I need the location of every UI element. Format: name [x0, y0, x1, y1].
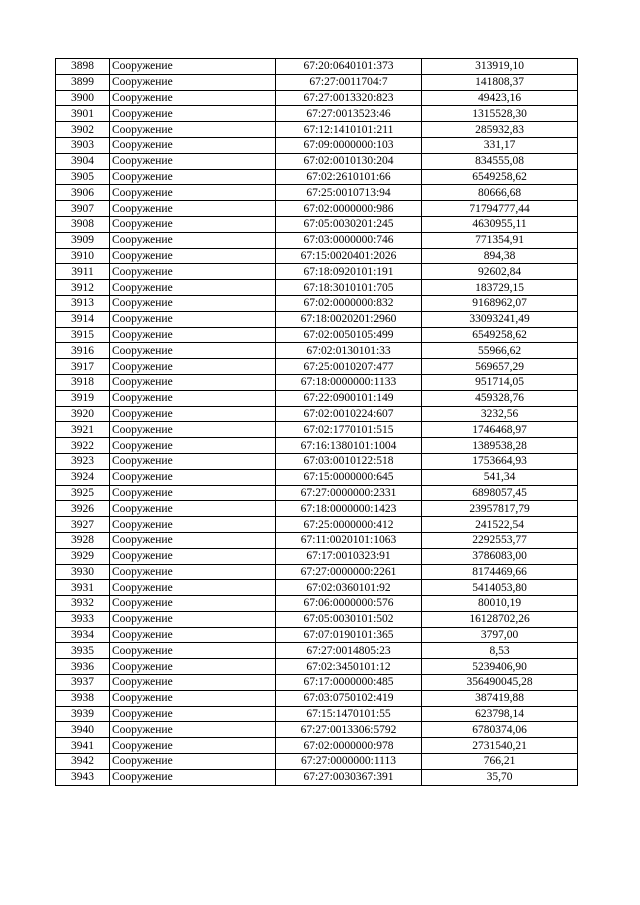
object-type-cell: Сооружение — [110, 675, 276, 691]
row-number-cell: 3904 — [56, 153, 110, 169]
cadastral-number-cell: 67:27:0013306:5792 — [276, 722, 422, 738]
row-number-cell: 3943 — [56, 769, 110, 785]
row-number-cell: 3917 — [56, 359, 110, 375]
cadastral-value-cell: 92602,84 — [422, 264, 578, 280]
cadastral-value-cell: 5414053,80 — [422, 580, 578, 596]
cadastral-value-cell: 80666,68 — [422, 185, 578, 201]
table-row — [56, 185, 578, 201]
row-number-cell: 3926 — [56, 501, 110, 517]
cadastral-value-cell: 771354,91 — [422, 232, 578, 248]
table-row — [56, 216, 578, 232]
table-row — [56, 374, 578, 390]
cadastral-number-cell: 67:15:0020401:2026 — [276, 248, 422, 264]
cadastral-value-cell: 6549258,62 — [422, 327, 578, 343]
row-number-cell: 3938 — [56, 690, 110, 706]
cadastral-value-cell: 6898057,45 — [422, 485, 578, 501]
cadastral-value-cell: 459328,76 — [422, 390, 578, 406]
cadastral-value-cell: 1753664,93 — [422, 453, 578, 469]
table-row — [56, 74, 578, 90]
cadastral-number-cell: 67:25:0010713:94 — [276, 185, 422, 201]
row-number-cell: 3934 — [56, 627, 110, 643]
cadastral-value-cell: 6780374,06 — [422, 722, 578, 738]
cadastral-number-cell: 67:18:0000000:1133 — [276, 374, 422, 390]
table-row — [56, 564, 578, 580]
object-type-cell: Сооружение — [110, 232, 276, 248]
row-number-cell: 3929 — [56, 548, 110, 564]
cadastral-number-cell: 67:27:0030367:391 — [276, 769, 422, 785]
table-row — [56, 169, 578, 185]
row-number-cell: 3902 — [56, 122, 110, 138]
table-row — [56, 532, 578, 548]
row-number-cell: 3940 — [56, 722, 110, 738]
cadastral-number-cell: 67:27:0011704:7 — [276, 74, 422, 90]
object-type-cell: Сооружение — [110, 438, 276, 454]
object-type-cell: Сооружение — [110, 280, 276, 296]
table-row — [56, 406, 578, 422]
row-number-cell: 3935 — [56, 643, 110, 659]
row-number-cell: 3942 — [56, 754, 110, 770]
row-number-cell: 3924 — [56, 469, 110, 485]
table-row — [56, 675, 578, 691]
row-number-cell: 3927 — [56, 517, 110, 533]
row-number-cell: 3921 — [56, 422, 110, 438]
table-row — [56, 232, 578, 248]
cadastral-value-cell: 2731540,21 — [422, 738, 578, 754]
cadastral-number-cell: 67:15:0000000:645 — [276, 469, 422, 485]
cadastral-number-cell: 67:02:0010224:607 — [276, 406, 422, 422]
row-number-cell: 3913 — [56, 295, 110, 311]
cadastral-value-cell: 55966,62 — [422, 343, 578, 359]
cadastral-number-cell: 67:27:0000000:2261 — [276, 564, 422, 580]
cadastral-value-cell: 80010,19 — [422, 596, 578, 612]
table-row — [56, 738, 578, 754]
cadastral-value-cell: 8,53 — [422, 643, 578, 659]
cadastral-value-cell: 1746468,97 — [422, 422, 578, 438]
object-type-cell: Сооружение — [110, 706, 276, 722]
cadastral-number-cell: 67:17:0000000:485 — [276, 675, 422, 691]
cadastral-value-cell: 356490045,28 — [422, 675, 578, 691]
cadastral-number-cell: 67:02:0360101:92 — [276, 580, 422, 596]
object-type-cell: Сооружение — [110, 611, 276, 627]
row-number-cell: 3932 — [56, 596, 110, 612]
object-type-cell: Сооружение — [110, 374, 276, 390]
table-row — [56, 517, 578, 533]
table-row — [56, 754, 578, 770]
cadastral-number-cell: 67:20:0640101:373 — [276, 59, 422, 75]
cadastral-value-cell: 141808,37 — [422, 74, 578, 90]
object-type-cell: Сооружение — [110, 169, 276, 185]
cadastral-number-cell: 67:02:2610101:66 — [276, 169, 422, 185]
object-type-cell: Сооружение — [110, 754, 276, 770]
cadastral-value-cell: 1315528,30 — [422, 106, 578, 122]
cadastral-number-cell: 67:16:1380101:1004 — [276, 438, 422, 454]
object-type-cell: Сооружение — [110, 137, 276, 153]
cadastral-number-cell: 67:05:0030201:245 — [276, 216, 422, 232]
row-number-cell: 3918 — [56, 374, 110, 390]
row-number-cell: 3923 — [56, 453, 110, 469]
table-row — [56, 596, 578, 612]
row-number-cell: 3900 — [56, 90, 110, 106]
row-number-cell: 3911 — [56, 264, 110, 280]
cadastral-number-cell: 67:12:1410101:211 — [276, 122, 422, 138]
table-row — [56, 137, 578, 153]
object-type-cell: Сооружение — [110, 359, 276, 375]
cadastral-number-cell: 67:02:0010130:204 — [276, 153, 422, 169]
cadastral-value-cell: 3786083,00 — [422, 548, 578, 564]
row-number-cell: 3908 — [56, 216, 110, 232]
cadastral-number-cell: 67:05:0030101:502 — [276, 611, 422, 627]
object-type-cell: Сооружение — [110, 422, 276, 438]
table-row — [56, 690, 578, 706]
table-row — [56, 627, 578, 643]
object-type-cell: Сооружение — [110, 406, 276, 422]
object-type-cell: Сооружение — [110, 769, 276, 785]
object-type-cell: Сооружение — [110, 327, 276, 343]
cadastral-value-cell: 6549258,62 — [422, 169, 578, 185]
table-row — [56, 343, 578, 359]
cadastral-value-cell: 33093241,49 — [422, 311, 578, 327]
table-row — [56, 280, 578, 296]
object-type-cell: Сооружение — [110, 690, 276, 706]
row-number-cell: 3905 — [56, 169, 110, 185]
row-number-cell: 3915 — [56, 327, 110, 343]
cadastral-value-cell: 313919,10 — [422, 59, 578, 75]
cadastral-number-cell: 67:02:0000000:832 — [276, 295, 422, 311]
cadastral-number-cell: 67:02:3450101:12 — [276, 659, 422, 675]
cadastral-value-cell: 623798,14 — [422, 706, 578, 722]
row-number-cell: 3901 — [56, 106, 110, 122]
object-type-cell: Сооружение — [110, 722, 276, 738]
row-number-cell: 3909 — [56, 232, 110, 248]
row-number-cell: 3920 — [56, 406, 110, 422]
object-type-cell: Сооружение — [110, 532, 276, 548]
cadastral-number-cell: 67:22:0900101:149 — [276, 390, 422, 406]
object-type-cell: Сооружение — [110, 153, 276, 169]
object-type-cell: Сооружение — [110, 453, 276, 469]
object-type-cell: Сооружение — [110, 106, 276, 122]
object-type-cell: Сооружение — [110, 627, 276, 643]
cadastral-number-cell: 67:02:0000000:986 — [276, 201, 422, 217]
row-number-cell: 3916 — [56, 343, 110, 359]
cadastral-number-cell: 67:15:1470101:55 — [276, 706, 422, 722]
cadastral-value-cell: 49423,16 — [422, 90, 578, 106]
table-row — [56, 485, 578, 501]
row-number-cell: 3925 — [56, 485, 110, 501]
cadastral-value-cell: 951714,05 — [422, 374, 578, 390]
cadastral-number-cell: 67:18:0920101:191 — [276, 264, 422, 280]
cadastral-number-cell: 67:03:0010122:518 — [276, 453, 422, 469]
row-number-cell: 3919 — [56, 390, 110, 406]
cadastral-value-cell: 1389538,28 — [422, 438, 578, 454]
table-row — [56, 722, 578, 738]
row-number-cell: 3931 — [56, 580, 110, 596]
row-number-cell: 3936 — [56, 659, 110, 675]
cadastral-number-cell: 67:02:0000000:978 — [276, 738, 422, 754]
table-row — [56, 453, 578, 469]
row-number-cell: 3912 — [56, 280, 110, 296]
object-type-cell: Сооружение — [110, 643, 276, 659]
table-row — [56, 201, 578, 217]
row-number-cell: 3930 — [56, 564, 110, 580]
row-number-cell: 3899 — [56, 74, 110, 90]
table-row — [56, 501, 578, 517]
cadastral-number-cell: 67:27:0000000:2331 — [276, 485, 422, 501]
cadastral-value-cell: 766,21 — [422, 754, 578, 770]
cadastral-value-cell: 8174469,66 — [422, 564, 578, 580]
registry-table — [55, 58, 578, 786]
table-row — [56, 359, 578, 375]
table-row — [56, 469, 578, 485]
row-number-cell: 3937 — [56, 675, 110, 691]
cadastral-number-cell: 67:02:0050105:499 — [276, 327, 422, 343]
cadastral-number-cell: 67:17:0010323:91 — [276, 548, 422, 564]
cadastral-number-cell: 67:03:0750102:419 — [276, 690, 422, 706]
object-type-cell: Сооружение — [110, 564, 276, 580]
object-type-cell: Сооружение — [110, 248, 276, 264]
cadastral-number-cell: 67:27:0013523:46 — [276, 106, 422, 122]
cadastral-value-cell: 387419,88 — [422, 690, 578, 706]
object-type-cell: Сооружение — [110, 343, 276, 359]
table-row — [56, 643, 578, 659]
cadastral-number-cell: 67:03:0000000:746 — [276, 232, 422, 248]
object-type-cell: Сооружение — [110, 738, 276, 754]
row-number-cell: 3914 — [56, 311, 110, 327]
row-number-cell: 3910 — [56, 248, 110, 264]
cadastral-value-cell: 541,34 — [422, 469, 578, 485]
row-number-cell: 3928 — [56, 532, 110, 548]
table-row — [56, 248, 578, 264]
object-type-cell: Сооружение — [110, 517, 276, 533]
table-row — [56, 90, 578, 106]
cadastral-value-cell: 5239406,90 — [422, 659, 578, 675]
object-type-cell: Сооружение — [110, 59, 276, 75]
row-number-cell: 3922 — [56, 438, 110, 454]
cadastral-value-cell: 183729,15 — [422, 280, 578, 296]
table-row — [56, 327, 578, 343]
table-row — [56, 769, 578, 785]
object-type-cell: Сооружение — [110, 216, 276, 232]
table-row — [56, 311, 578, 327]
table-row — [56, 548, 578, 564]
table-row — [56, 106, 578, 122]
table-row — [56, 122, 578, 138]
registry-table-body — [56, 59, 578, 786]
cadastral-value-cell: 35,70 — [422, 769, 578, 785]
object-type-cell: Сооружение — [110, 659, 276, 675]
table-row — [56, 153, 578, 169]
row-number-cell: 3903 — [56, 137, 110, 153]
cadastral-number-cell: 67:09:0000000:103 — [276, 137, 422, 153]
table-row — [56, 295, 578, 311]
table-row — [56, 422, 578, 438]
object-type-cell: Сооружение — [110, 485, 276, 501]
cadastral-value-cell: 285932,83 — [422, 122, 578, 138]
object-type-cell: Сооружение — [110, 469, 276, 485]
cadastral-number-cell: 67:18:0020201:2960 — [276, 311, 422, 327]
row-number-cell: 3898 — [56, 59, 110, 75]
cadastral-value-cell: 894,38 — [422, 248, 578, 264]
object-type-cell: Сооружение — [110, 390, 276, 406]
cadastral-value-cell: 2292553,77 — [422, 532, 578, 548]
object-type-cell: Сооружение — [110, 295, 276, 311]
cadastral-value-cell: 834555,08 — [422, 153, 578, 169]
object-type-cell: Сооружение — [110, 501, 276, 517]
table-row — [56, 390, 578, 406]
cadastral-number-cell: 67:25:0000000:412 — [276, 517, 422, 533]
table-row — [56, 706, 578, 722]
object-type-cell: Сооружение — [110, 548, 276, 564]
object-type-cell: Сооружение — [110, 264, 276, 280]
cadastral-number-cell: 67:27:0000000:1113 — [276, 754, 422, 770]
cadastral-number-cell: 67:02:1770101:515 — [276, 422, 422, 438]
row-number-cell: 3907 — [56, 201, 110, 217]
row-number-cell: 3906 — [56, 185, 110, 201]
cadastral-number-cell: 67:25:0010207:477 — [276, 359, 422, 375]
object-type-cell: Сооружение — [110, 185, 276, 201]
cadastral-value-cell: 16128702,26 — [422, 611, 578, 627]
cadastral-number-cell: 67:02:0130101:33 — [276, 343, 422, 359]
cadastral-value-cell: 4630955,11 — [422, 216, 578, 232]
table-row — [56, 580, 578, 596]
table-row — [56, 659, 578, 675]
row-number-cell: 3941 — [56, 738, 110, 754]
object-type-cell: Сооружение — [110, 580, 276, 596]
row-number-cell: 3939 — [56, 706, 110, 722]
cadastral-value-cell: 331,17 — [422, 137, 578, 153]
object-type-cell: Сооружение — [110, 201, 276, 217]
cadastral-number-cell: 67:27:0014805:23 — [276, 643, 422, 659]
cadastral-value-cell: 3797,00 — [422, 627, 578, 643]
cadastral-value-cell: 569657,29 — [422, 359, 578, 375]
cadastral-value-cell: 241522,54 — [422, 517, 578, 533]
cadastral-number-cell: 67:06:0000000:576 — [276, 596, 422, 612]
object-type-cell: Сооружение — [110, 596, 276, 612]
cadastral-value-cell: 3232,56 — [422, 406, 578, 422]
table-row — [56, 59, 578, 75]
cadastral-number-cell: 67:11:0020101:1063 — [276, 532, 422, 548]
table-row — [56, 264, 578, 280]
cadastral-value-cell: 23957817,79 — [422, 501, 578, 517]
row-number-cell: 3933 — [56, 611, 110, 627]
object-type-cell: Сооружение — [110, 74, 276, 90]
cadastral-value-cell: 71794777,44 — [422, 201, 578, 217]
object-type-cell: Сооружение — [110, 122, 276, 138]
table-row — [56, 438, 578, 454]
cadastral-number-cell: 67:18:0000000:1423 — [276, 501, 422, 517]
cadastral-number-cell: 67:18:3010101:705 — [276, 280, 422, 296]
object-type-cell: Сооружение — [110, 311, 276, 327]
cadastral-value-cell: 9168962,07 — [422, 295, 578, 311]
cadastral-number-cell: 67:07:0190101:365 — [276, 627, 422, 643]
object-type-cell: Сооружение — [110, 90, 276, 106]
table-row — [56, 611, 578, 627]
cadastral-number-cell: 67:27:0013320:823 — [276, 90, 422, 106]
document-page — [55, 58, 577, 786]
